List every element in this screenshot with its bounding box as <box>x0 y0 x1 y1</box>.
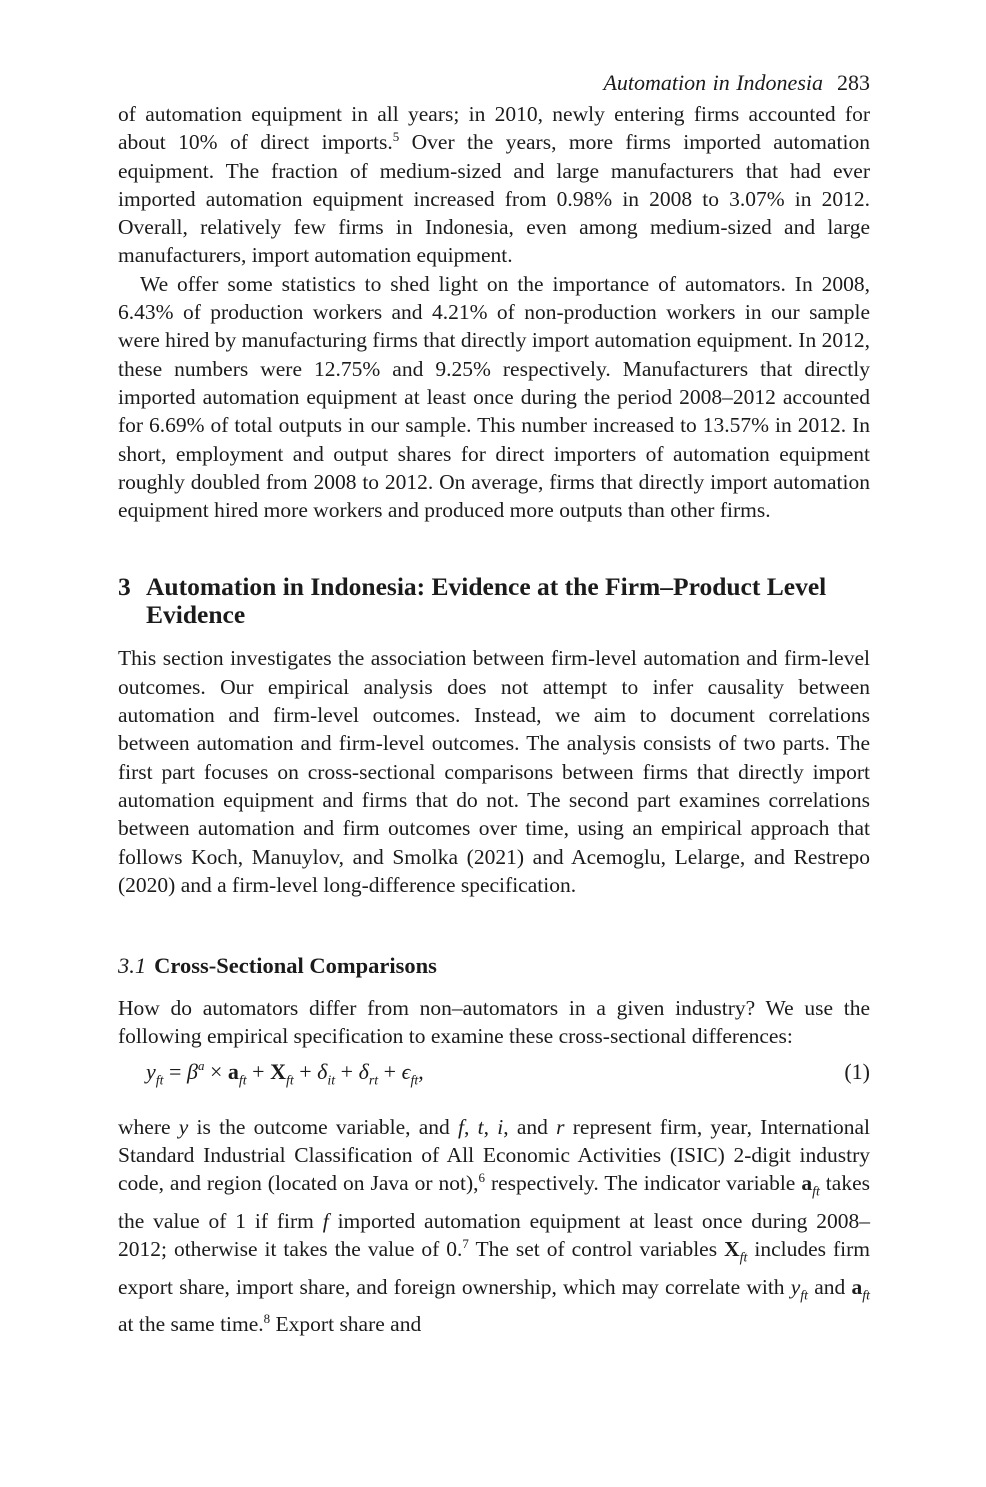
section-number: 3 <box>118 572 131 602</box>
section-title: Automation in Indonesia: Evidence at the Firm–Product Level Evidence <box>146 572 827 630</box>
equation-number: (1) <box>844 1058 870 1084</box>
footnote-marker-6[interactable]: 6 <box>478 1170 485 1186</box>
equation-explanation-paragraph: where y is the outcome variable, and f, t, i, and r represent firm, year, International Standard Industrial Classification of All Economic Activities (ISIC) 2-digit industry code, and region (located on Java or not),$^6$ respectively. The indicator variable $a_{ft}$ takes the value of 1 if firm f imported automation equipment at least once during 2008–2012; otherwise it takes the value of 0.$^7$ The set of control variables $X_{ft}$ includes firm export share, import share, and foreign ownership, which may correlate with $y_{ft}$ and $a_{ft}$ at the same time.$^8$ Export share and <box>118 1114 871 1337</box>
page-body <box>118 66 870 1339</box>
paragraph-text: Over the years, more firms imported automation equipment. The fraction of medium-sized and large manufacturers that had ever imported automation equipment increased from 0.98% in 2008 to 3.07% in 2012. Overall, relatively few firms in Indonesia, even among medium-sized and large manufacturers, import automation equipment. <box>118 130 870 268</box>
subsection-number: 3.1 <box>118 953 147 979</box>
footnote-marker-5[interactable]: 5 <box>392 129 400 145</box>
running-title: Automation in Indonesia <box>603 70 823 95</box>
running-header <box>118 66 870 100</box>
page-number: 283 <box>837 70 870 95</box>
subsection-intro-paragraph: How do automators differ from non–automators in a given industry? We use the following empirical specification to examine these cross-sectional differences: <box>118 996 870 1049</box>
paragraph-automator-statistics: We offer some statistics to shed light on the importance of automators. In 2008, 6.43% of production workers and 4.21% of non-production workers in our sample were hired by manufacturing firms that directly import automation equipment. In 2012, these numbers were 12.75% and 9.25% respectively. Manufacturers that directly imported automation equipment at least once during the period 2008–2012 accounted for 6.69% of total outputs in our sample. This number increased to 13.57% in 2012. In short, employment and output shares for direct importers of automation equipment roughly doubled from 2008 to 2012. On average, firms that directly import automation equipment hired more workers and produced more outputs than other firms. <box>118 271 870 523</box>
equation: $y_{ft} = \beta^a \times a_{ft} + X_{ft} + \delta_{it} + \delta_{rt} + \epsilon_{ft}$, <box>146 1057 424 1089</box>
section-intro-paragraph: This section investigates the association between firm-level automation and firm-level outcomes. Our empirical analysis does not attempt to infer causality between automation and firm-level outcomes. Instead, we aim to document correlations between automation and firm-level outcomes. The analysis consists of two parts. The first part focuses on cross-sectional comparisons between firms that directly import automation equipment and firms that do not. The second part examines correlations between automation and firm outcomes over time, using an empirical approach that follows Koch, Manuylov, and Smolka (2021) and Acemoglu, Lelarge, and Restrepo (2020) and a firm-level long-difference specification. <box>118 646 870 897</box>
subsection-heading <box>118 952 870 980</box>
footnote-marker-8[interactable]: 8 <box>263 1311 271 1327</box>
subsection-title: Cross-Sectional Comparisons <box>154 953 437 979</box>
paragraph-text: of automation equipment in all years; in 2010, newly entering firms accounted for about 10% of direct imports. <box>118 102 870 155</box>
section-heading <box>118 573 870 629</box>
paragraph-continued <box>118 100 870 270</box>
footnote-marker-7[interactable]: 7 <box>462 1236 469 1252</box>
equation-block <box>118 1055 870 1099</box>
